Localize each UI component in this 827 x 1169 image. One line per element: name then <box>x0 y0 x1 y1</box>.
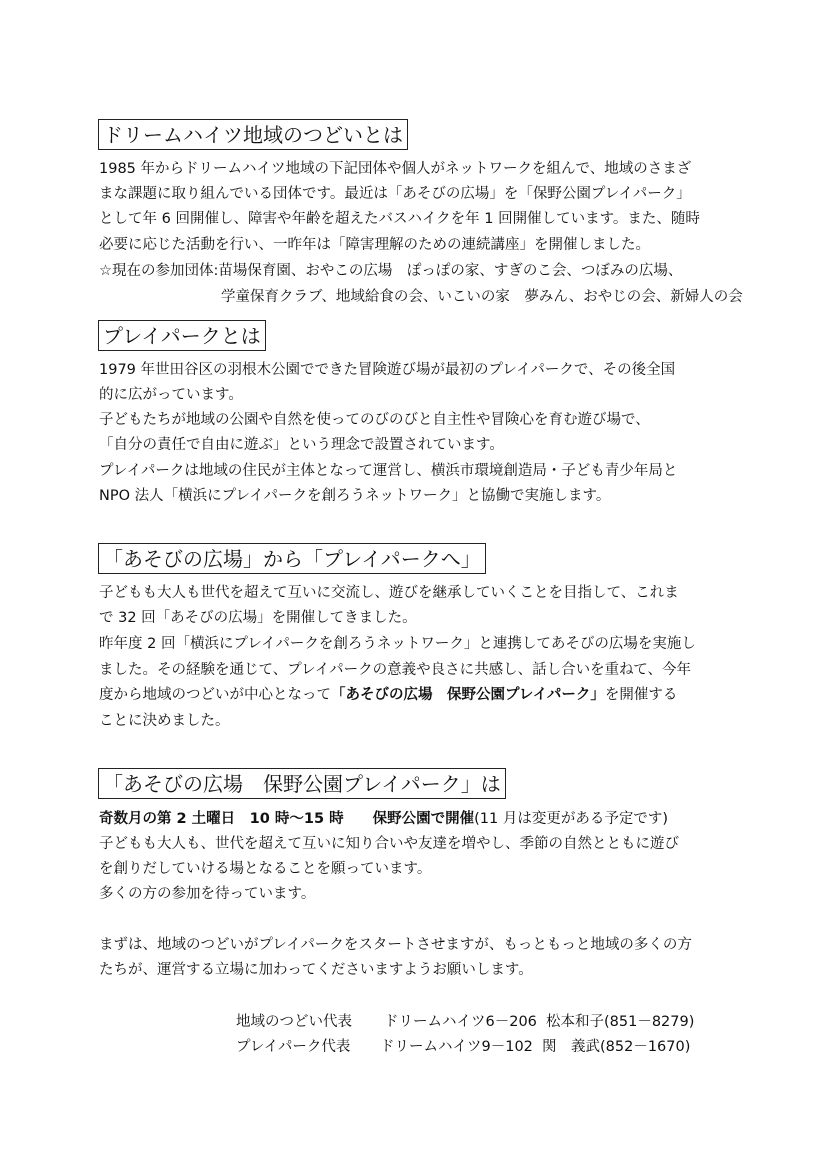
paragraph-line: として年 6 回開催し、障害や年齢を超えたバスハイクを年 1 回開催しています。また、随時 <box>99 211 700 227</box>
closing-line: たちが、運営する立場に加わってくださいますようお願いします。 <box>99 962 533 978</box>
section-heading-event: 「あそびの広場 保野公園プレイパーク」は <box>98 768 506 799</box>
paragraph-line: を創りだしていける場となることを願っています。 <box>99 861 432 877</box>
paragraph-line: 多くの方の参加を待っています。 <box>99 886 316 902</box>
member-groups-line: ☆現在の参加団体:苗場保育園、おやこの広場 ぽっぽの家、すぎのこ会、つぼみの広場、 <box>99 263 683 279</box>
section-heading-transition: 「あそびの広場」から「プレイパークへ」 <box>98 543 486 574</box>
contact-address: ドリームハイツ6－206 <box>384 1014 537 1030</box>
paragraph-line: NPO 法人「横浜にプレイパークを創ろうネットワーク」と協働で実施します。 <box>99 488 611 504</box>
text-segment: を開催する <box>604 687 678 703</box>
paragraph-line: 必要に応じた活動を行い、一昨年は「障害理解のための連続講座」を開催しました。 <box>99 237 650 253</box>
contact-address: ドリームハイツ9－102 <box>380 1039 533 1055</box>
contact-role: 地域のつどい代表 <box>236 1014 352 1030</box>
paragraph-line: 「自分の責任で自由に遊ぶ」という理念で設置されています。 <box>99 437 504 453</box>
paragraph-line: プレイパークは地域の住民が主体となって運営し、横浜市環境創造局・子ども青少年局と <box>99 463 678 479</box>
member-groups-line-2: 学童保育クラブ、地域給食の会、いこいの家 夢みん、おやじの会、新婦人の会 <box>221 289 743 305</box>
schedule-emphasis: 奇数月の第 2 土曜日 10 時～15 時 保野公園で開催 <box>99 811 475 827</box>
text-segment: 度から地域のつどいが中心となって <box>99 687 331 703</box>
paragraph-line: 子どもたちが地域の公園や自然を使ってのびのびと自主性や冒険心を育む遊び場で、 <box>99 412 650 428</box>
paragraph-line: 昨年度 2 回「横浜にプレイパークを創ろうネットワーク」と連携してあそびの広場を実施し <box>99 636 696 652</box>
closing-line: まずは、地域のつどいがプレイパークをスタートさせますが、もっともっと地域の多くの方 <box>99 937 692 953</box>
contact-name: 松本和子(851－8279) <box>546 1014 695 1030</box>
paragraph-line-with-emphasis <box>99 686 677 704</box>
event-name-emphasis: 「あそびの広場 保野公園プレイパーク」 <box>331 687 605 703</box>
paragraph-line: ことに決めました。 <box>99 713 230 729</box>
paragraph-line: 的に広がっています。 <box>99 387 243 403</box>
contact-name: 関 義武(852－1670) <box>542 1039 691 1055</box>
paragraph-line: 子どもも大人も世代を超えて互いに交流し、遊びを継承していくことを目指して、これま <box>99 585 679 601</box>
paragraph-line: で 32 回「あそびの広場」を開催してきました。 <box>99 610 417 626</box>
paragraph-line: まな課題に取り組んでいる団体です。最近は「あそびの広場」を「保野公園プレイパーク」 <box>99 186 691 202</box>
paragraph-line: 1979 年世田谷区の羽根木公園でできた冒険遊び場が最初のプレイパークで、その後全国 <box>99 362 676 378</box>
paragraph-line: 子どもも大人も、世代を超えて互いに知り合いや友達を増やし、季節の自然とともに遊び <box>99 836 679 852</box>
section-heading-playpark: プレイパークとは <box>98 320 266 351</box>
schedule-line <box>99 810 668 828</box>
contact-role: プレイパーク代表 <box>236 1039 351 1055</box>
paragraph-line: 1985 年からドリームハイツ地域の下記団体や個人がネットワークを組んで、地域のさまざ <box>99 161 692 177</box>
paragraph-line: ました。その経験を通じて、プレイパークの意義や良さに共感し、話し合いを重ねて、今年 <box>99 662 691 678</box>
section-heading-about-tsudoi: ドリームハイツ地域のつどいとは <box>98 119 408 150</box>
schedule-note: (11 月は変更がある予定です) <box>474 811 669 827</box>
